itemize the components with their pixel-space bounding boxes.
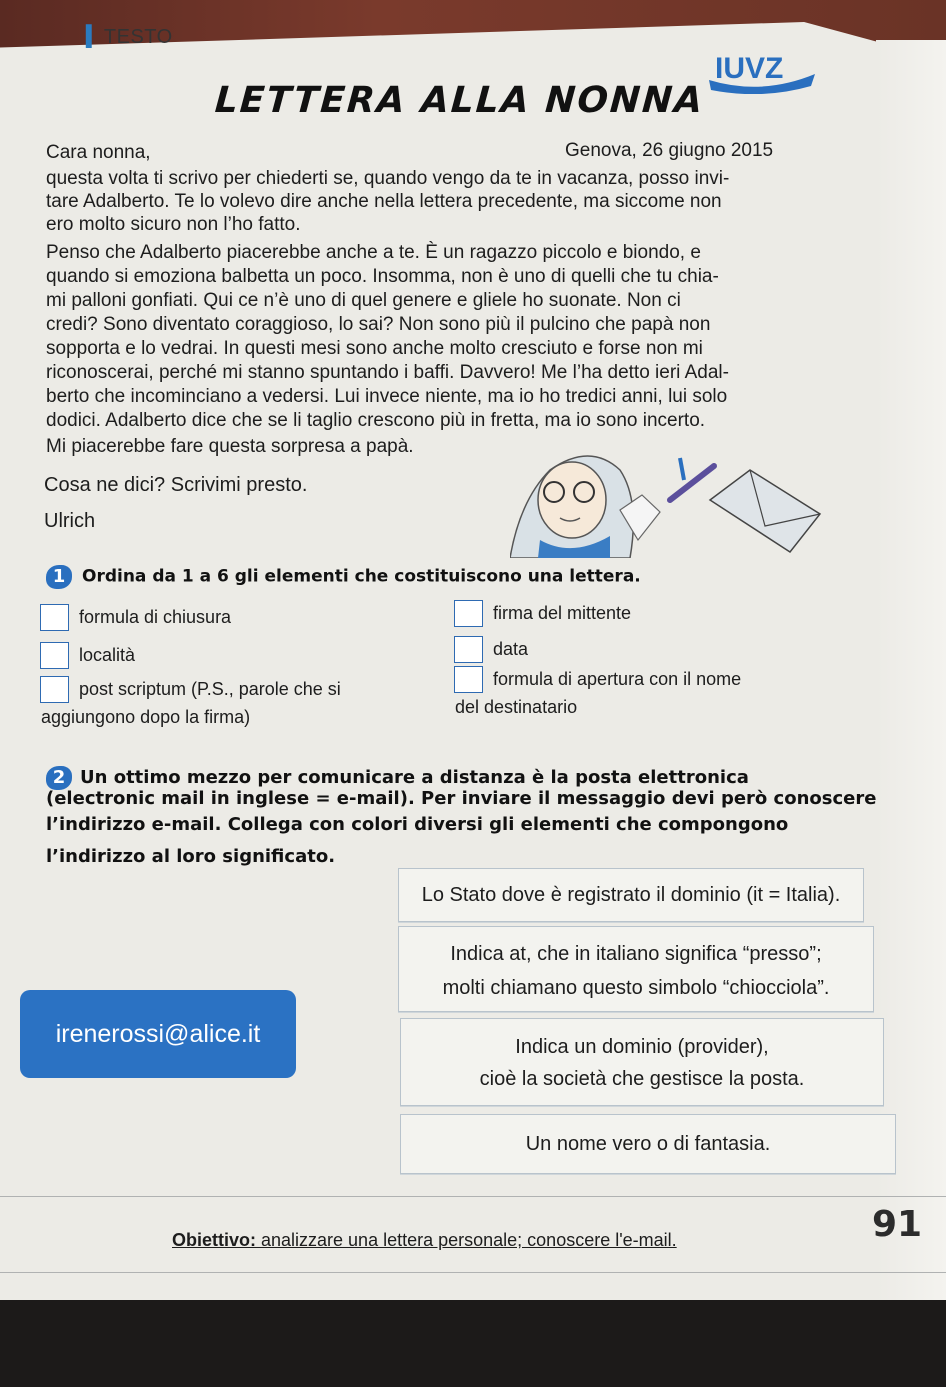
order-checkbox[interactable] — [40, 642, 69, 669]
ordering-item-label: formula di apertura con il nome — [493, 669, 742, 689]
letter-signature: Ulrich — [44, 510, 96, 532]
letter-line: tare Adalberto. Te lo volevo dire anche nella lettera precedente, ma siccome non — [46, 191, 722, 212]
letter-line: mi palloni gonfiati. Qui ce n’è uno di quel genere e gliele ho suonate. Non ci — [46, 290, 681, 311]
ordering-item — [40, 642, 135, 669]
objective-label: Obiettivo: — [172, 1230, 256, 1250]
meaning-box[interactable] — [398, 868, 864, 922]
meaning-box-text: Indica at, che in italiano significa “presso”; — [450, 943, 822, 965]
ordering-item-label: post scriptum (P.S., parole che si — [79, 679, 341, 699]
page-number: 91 — [872, 1204, 923, 1245]
ordering-item-label: località — [79, 645, 136, 665]
letter-line: berto che incominciano a vedersi. Lui invece niente, ma io ho tredici anni, lui solo — [46, 386, 728, 407]
logo-text: IUVZ — [715, 52, 784, 85]
order-checkbox[interactable] — [454, 666, 483, 693]
exercise-number-badge: 1 — [46, 565, 72, 589]
meaning-box-text: Indica un dominio (provider), — [515, 1036, 769, 1058]
exercise-number-badge: 2 — [46, 766, 72, 790]
ordering-item-label-cont: del destinatario — [455, 697, 578, 717]
section-label — [86, 24, 173, 49]
pen-tip — [680, 458, 684, 480]
exercise1-instruction: Ordina da 1 a 6 gli elementi che costituiscono una lettera. — [82, 566, 641, 587]
ordering-item — [454, 636, 528, 663]
page-edge — [876, 40, 946, 1300]
page-title: LETTERA ALLA NONNA — [213, 80, 706, 121]
exercise2-line — [46, 766, 749, 790]
letter-line: dodici. Adalberto dice che se li taglio crescono più in fretta, ma io sono incerto. — [46, 410, 706, 431]
ordering-item-label: formula di chiusura — [79, 607, 232, 627]
letter-line: ero molto sicuro non l’ho fatto. — [46, 214, 301, 235]
exercise2-line: (electronic mail in inglese = e-mail). Per inviare il messaggio devi però conoscere — [46, 788, 877, 809]
letter-line: questa volta ti scrivo per chiederti se, quando vengo da te in vacanza, posso invi- — [46, 168, 730, 189]
letter-date: Genova, 26 giugno 2015 — [565, 140, 774, 161]
footer-divider — [0, 1272, 946, 1273]
footer-divider — [0, 1196, 946, 1197]
exercise2-line: l’indirizzo e-mail. Collega con colori diversi gli elementi che compongono — [46, 814, 789, 835]
letter-line: Mi piacerebbe fare questa sorpresa a papà. — [46, 436, 414, 457]
meaning-box-text: molti chiamano questo simbolo “chiocciola”. — [442, 977, 830, 999]
ordering-item-label-cont: aggiungono dopo la firma) — [41, 707, 251, 727]
meaning-box[interactable] — [400, 1018, 884, 1106]
ordering-item — [40, 676, 341, 730]
meaning-box-text: Un nome vero o di fantasia. — [525, 1133, 771, 1155]
order-checkbox[interactable] — [40, 676, 69, 703]
objective-text: analizzare una lettera personale; conoscere l'e-mail. — [256, 1230, 677, 1250]
exercise2-text: Un ottimo mezzo per comunicare a distanza è la posta elettronica — [80, 767, 749, 788]
exercise1-heading — [46, 565, 641, 589]
order-checkbox[interactable] — [40, 604, 69, 631]
ordering-item — [40, 604, 231, 631]
bullet-icon: ▍ — [86, 26, 102, 48]
order-checkbox[interactable] — [454, 636, 483, 663]
exercise2-line: l’indirizzo al loro significato. — [46, 846, 336, 867]
meaning-box[interactable] — [400, 1114, 896, 1174]
envelope-icon — [710, 470, 820, 552]
ordering-item-label: data — [493, 639, 529, 659]
letter-line: sopporta e lo vedrai. In questi mesi sono anche molto cresciuto e forse non mi — [46, 338, 703, 359]
email-address-card[interactable]: irenerossi@alice.it — [20, 990, 296, 1078]
order-checkbox[interactable] — [454, 600, 483, 627]
letter-line: credi? Sono diventato coraggioso, lo sai? Non sono più il pulcino che papà non — [46, 314, 711, 335]
grandmother-illustration — [510, 440, 830, 558]
objective — [172, 1230, 677, 1251]
letter-line: riconoscerai, perché mi stanno spuntando i baffi. Davvero! Me l’ha detto ieri Adal- — [46, 362, 729, 383]
meaning-box-text: Lo Stato dove è registrato il dominio (it = Italia). — [421, 884, 841, 906]
meaning-box-text: cioè la società che gestisce la posta. — [479, 1068, 805, 1090]
ordering-item — [454, 666, 741, 720]
letter-salutation: Cara nonna, — [46, 142, 151, 163]
meaning-box[interactable] — [398, 926, 874, 1012]
publisher-logo — [707, 50, 817, 94]
section-label-text: TESTO — [103, 26, 173, 48]
ordering-item-label: firma del mittente — [493, 603, 632, 623]
ordering-item — [454, 600, 631, 627]
pen-icon — [670, 466, 714, 500]
letter-line: Penso che Adalberto piacerebbe anche a te. È un ragazzo piccolo e biondo, e — [46, 242, 701, 263]
letter-closing: Cosa ne dici? Scrivimi presto. — [44, 474, 308, 496]
letter-line: quando si emoziona balbetta un poco. Insomma, non è uno di quelli che tu chia- — [46, 266, 719, 287]
